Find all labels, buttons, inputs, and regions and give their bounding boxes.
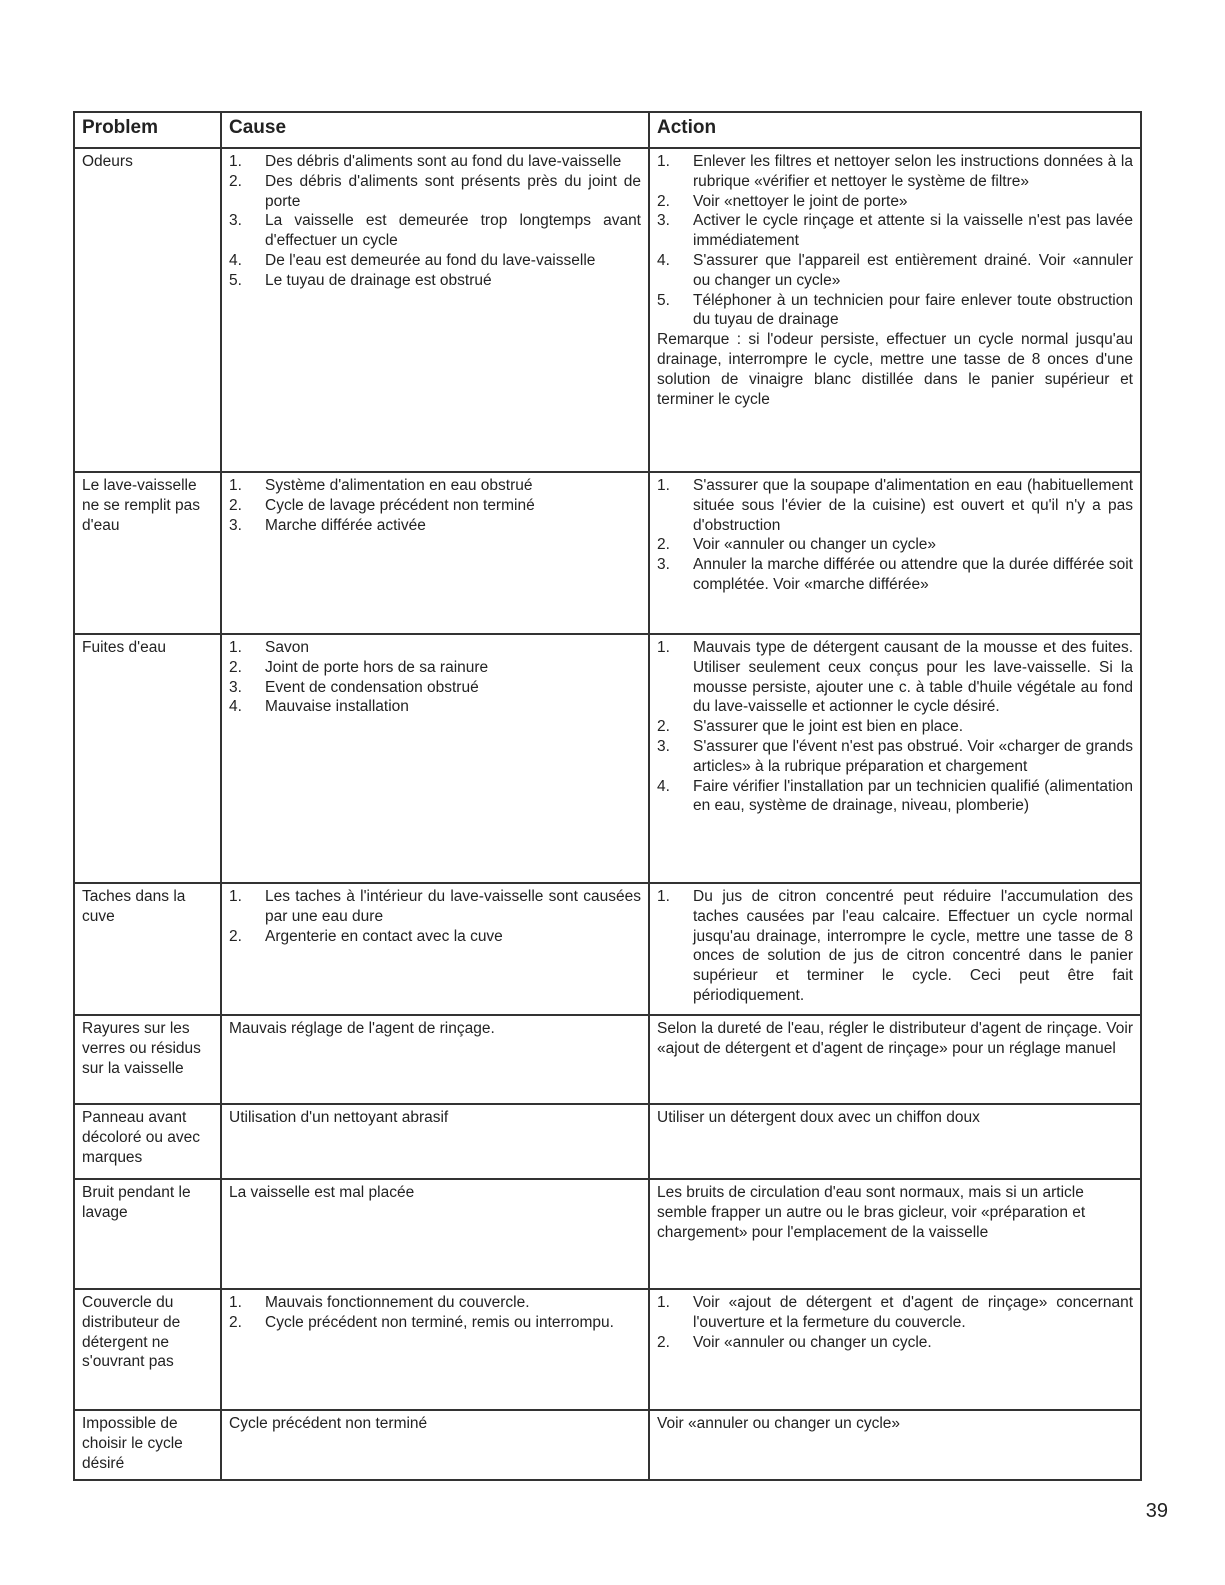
- list-item: 1. Les taches à l'intérieur du lave-vaisselle sont causées par une eau dure: [229, 888, 641, 925]
- action-cell: Les bruits de circulation d'eau sont normaux, mais si un article semble frapper un autre ou le bras gicleur, voir «préparation et chargement» pour l'emplacement de la vaisselle: [657, 1184, 1086, 1241]
- table-row: [75, 1288, 1140, 1409]
- problem-cell: Rayures sur les verres ou résidus sur la vaisselle: [75, 1016, 222, 1103]
- cause-cell: [222, 635, 650, 882]
- list-item: 1. Du jus de citron concentré peut réduire l'accumulation des taches causées par l'eau calcaire. Effectuer un cycle normal jusqu'au drainage, interrompre le cycle, mettre une tasse de 8 onces de solution de jus de citron concentré dans le panier supérieur et terminer le cycle. Ceci peut être fait périodiquement.: [657, 888, 1133, 1004]
- list-item: 1. Savon: [229, 639, 309, 656]
- list-item: 3. Event de condensation obstrué: [229, 678, 479, 696]
- action-cell: Selon la dureté de l'eau, régler le distributeur d'agent de rinçage. Voir «ajout de détergent et d'agent de rinçage» pour un réglage manuel: [657, 1020, 1133, 1057]
- cause-cell: [222, 473, 650, 633]
- table-row: [75, 147, 1140, 471]
- table-row: [75, 1409, 1140, 1479]
- action-cell: [650, 473, 1140, 633]
- list-item: 2. Joint de porte hors de sa rainure: [229, 658, 489, 676]
- list-item: 3. Activer le cycle rinçage et attente si la vaisselle n'est pas lavée immédiatement: [657, 212, 1133, 250]
- list-item: 2. Voir «annuler ou changer un cycle»: [657, 536, 936, 554]
- list-item: 4. Mauvaise installation: [229, 698, 409, 716]
- cause-cell: La vaisselle est mal placée: [222, 1180, 650, 1288]
- troubleshooting-table: [73, 111, 1142, 1481]
- problem-cell: Impossible de choisir le cycle désiré: [75, 1411, 222, 1479]
- list-item: 2. Voir «nettoyer le joint de porte»: [657, 192, 908, 210]
- list-item: 5. Le tuyau de drainage est obstrué: [229, 271, 492, 289]
- problem-cell: Taches dans la cuve: [75, 884, 222, 1014]
- note-text: Remarque : si l'odeur persiste, effectuer un cycle normal jusqu'au drainage, interrompre le cycle, mettre une tasse de 8 onces d'une solution de vinaigre blanc distillée dans le panier supérieur et terminer le cycle: [657, 331, 1133, 408]
- cause-cell: [222, 884, 650, 1014]
- table-row: [75, 471, 1140, 633]
- problem-cell: Odeurs: [75, 149, 222, 471]
- list-item: 1. Des débris d'aliments sont au fond du lave-vaisselle: [229, 153, 622, 170]
- list-item: 2. S'assurer que le joint est bien en place.: [657, 718, 964, 736]
- table-row: [75, 1014, 1140, 1103]
- cause-cell: Utilisation d'un nettoyant abrasif: [222, 1105, 650, 1178]
- list-item: 2. Voir «annuler ou changer un cycle.: [657, 1333, 932, 1351]
- list-item: 1. Système d'alimentation en eau obstrué: [229, 477, 533, 494]
- list-item: 2. Cycle de lavage précédent non terminé: [229, 496, 535, 514]
- table-row: [75, 633, 1140, 882]
- list-item: 3. S'assurer que l'évent n'est pas obstrué. Voir «charger de grands articles» à la rubrique préparation et chargement: [657, 737, 1133, 775]
- table-header-row: [75, 113, 1140, 147]
- cause-cell: Cycle précédent non terminé: [222, 1411, 650, 1479]
- list-item: 5. Téléphoner à un technicien pour faire enlever toute obstruction du tuyau de drainage: [657, 291, 1133, 329]
- list-item: 3. Annuler la marche différée ou attendre que la durée différée soit complétée. Voir «marche différée»: [657, 556, 1133, 593]
- list-item: 2. Argenterie en contact avec la cuve: [229, 927, 503, 945]
- problem-cell: Fuites d'eau: [75, 635, 222, 882]
- header-cause: Cause: [222, 113, 650, 147]
- action-cell: [650, 149, 1140, 471]
- cause-cell: Mauvais réglage de l'agent de rinçage.: [222, 1016, 650, 1103]
- table-row: [75, 1178, 1140, 1288]
- action-cell: Voir «annuler ou changer un cycle»: [657, 1415, 900, 1432]
- problem-cell: Couvercle du distributeur de détergent ne s'ouvrant pas: [75, 1290, 222, 1409]
- list-item: 2. Des débris d'aliments sont présents près du joint de porte: [229, 172, 641, 210]
- cause-cell: [222, 149, 650, 471]
- list-item: 3. Marche différée activée: [229, 516, 426, 534]
- list-item: 3. La vaisselle est demeurée trop longtemps avant d'effectuer un cycle: [229, 212, 641, 250]
- action-cell: [650, 884, 1140, 1014]
- list-item: 4. S'assurer que l'appareil est entièrement drainé. Voir «annuler ou changer un cycle»: [657, 251, 1133, 289]
- cause-cell: [222, 1290, 650, 1409]
- header-problem: Problem: [75, 113, 222, 147]
- problem-cell: Bruit pendant le lavage: [75, 1180, 222, 1288]
- page-number: 39: [1145, 1500, 1168, 1522]
- table-row: [75, 1103, 1140, 1178]
- list-item: 4. Faire vérifier l'installation par un technicien qualifié (alimentation en eau, système de drainage, niveau, plomberie): [657, 777, 1133, 815]
- list-item: 1. Enlever les filtres et nettoyer selon les instructions données à la rubrique «vérifier et nettoyer le système de filtre»: [657, 153, 1133, 190]
- list-item: 4. De l'eau est demeurée au fond du lave-vaisselle: [229, 251, 596, 269]
- action-cell: Utiliser un détergent doux avec un chiffon doux: [657, 1109, 980, 1126]
- list-item: 1. Voir «ajout de détergent et d'agent de rinçage» concernant l'ouverture et la fermeture du couvercle.: [657, 1294, 1133, 1331]
- header-action: Action: [657, 117, 717, 138]
- problem-cell: Panneau avant décoloré ou avec marques: [75, 1105, 222, 1178]
- list-item: 2. Cycle précédent non terminé, remis ou interrompu.: [229, 1313, 614, 1331]
- action-cell: [650, 1290, 1140, 1409]
- list-item: 1. Mauvais fonctionnement du couvercle.: [229, 1294, 530, 1311]
- list-item: 1. Mauvais type de détergent causant de la mousse et des fuites. Utiliser seulement ceux conçus pour les lave-vaisselle. Si la mousse persiste, ajouter une c. à table d'huile végétale au fond du lave-vaisselle et actionner le cycle désiré.: [657, 639, 1133, 716]
- problem-cell: Le lave-vaisselle ne se remplit pas d'eau: [75, 473, 222, 633]
- action-cell: [650, 635, 1140, 882]
- list-item: 1. S'assurer que la soupape d'alimentation en eau (habituellement située sous l'évier de la cuisine) est ouvert et qu'il n'y a pas d'obstruction: [657, 477, 1133, 534]
- table-row: [75, 882, 1140, 1014]
